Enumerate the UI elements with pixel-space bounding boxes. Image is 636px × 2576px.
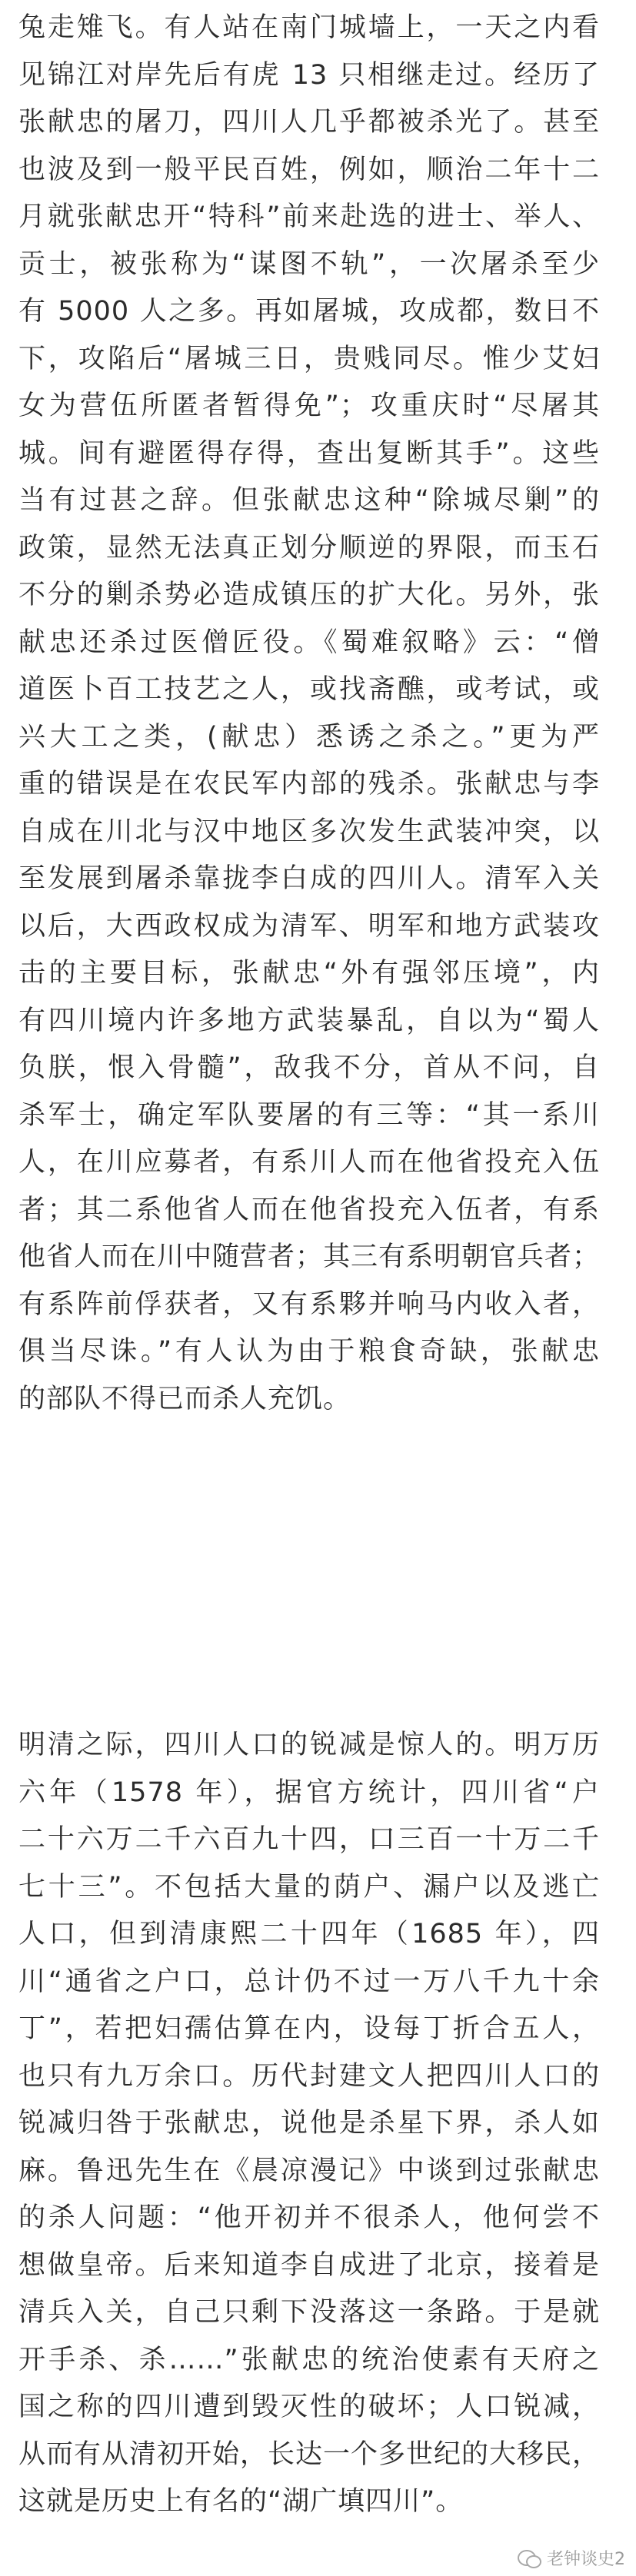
text-line: 六年（1578 年），据官方统计，四川省“户 bbox=[18, 1777, 601, 1808]
paragraph-2 bbox=[18, 1722, 600, 2526]
text-line: 月就张献忠开“特科”前来赴选的进士、举人、 bbox=[18, 201, 601, 232]
text-line: 政策，显然无法真正划分顺逆的界限，而玉石 bbox=[18, 532, 601, 563]
text-line: 他省人而在川中随营者；其三有系明朝官兵者； bbox=[18, 1241, 601, 1272]
text-line: 重的错误是在农民军内部的残杀。张献忠与李 bbox=[18, 769, 601, 799]
text-line: 锐减归咎于张献忠，说他是杀星下界，杀人如 bbox=[18, 2108, 601, 2139]
text-line: 以后，大西政权成为清军、明军和地方武装攻 bbox=[18, 910, 601, 942]
source-watermark bbox=[518, 2546, 625, 2570]
text-line: 下，攻陷后“屠城三日，贵贱同尽。惟少艾妇 bbox=[18, 343, 601, 374]
text-line: 负朕，恨入骨髓”，敌我不分，首从不问，自 bbox=[18, 1052, 601, 1083]
text-line: 贡士，被张称为“谋图不轨”，一次屠杀至少 bbox=[18, 248, 601, 280]
text-line: 女为营伍所匿者暂得免”；攻重庆时“尽屠其 bbox=[18, 391, 601, 421]
text-line: 的部队不得已而杀人充饥。 bbox=[18, 1383, 351, 1414]
text-line: 者；其二系他省人而在他省投充入伍者，有系 bbox=[18, 1194, 601, 1225]
watermark-text: 老钟谈史2 bbox=[547, 2550, 625, 2569]
text-line: 川“通省之户口，总计仍不过一万八千九十余 bbox=[18, 1966, 601, 1997]
text-line: 人口，但到清康熙二十四年（1685 年），四 bbox=[18, 1919, 601, 1949]
text-line: 麻。鲁迅先生在《晨凉漫记》中谈到过张献忠 bbox=[18, 2155, 601, 2186]
text-line: 开手杀、杀……”张献忠的统治使素有天府之 bbox=[18, 2344, 601, 2375]
text-line: 想做皇帝。后来知道李自成进了北京，接着是 bbox=[18, 2249, 601, 2281]
paragraph-1 bbox=[18, 5, 600, 1423]
text-line: 兴大工之类，(献忠）悉诱之杀之。”更为严 bbox=[18, 721, 601, 753]
text-line: 也波及到一般平民百姓，例如，顺治二年十二 bbox=[18, 154, 601, 185]
text-line: 七十三”。不包括大量的荫户、漏户以及逃亡 bbox=[18, 1871, 601, 1903]
text-line: 明清之际，四川人口的锐减是惊人的。明万历 bbox=[18, 1730, 601, 1760]
text-line: 至发展到屠杀靠拢李白成的四川人。清军入关 bbox=[18, 863, 601, 894]
text-line: 有四川境内许多地方武装暴乱，自以为“蜀人 bbox=[18, 1005, 601, 1036]
text-line: 二十六万二千六百九十四，口三百一十万二千 bbox=[18, 1824, 601, 1855]
text-line: 清兵入关，自己只剩下没落这一条路。于是就 bbox=[18, 2297, 601, 2328]
text-line: 城。间有避匿得存得，查出复断其手”。这些 bbox=[18, 437, 601, 469]
text-line: 也只有九万余口。历代封建文人把四川人口的 bbox=[18, 2060, 601, 2092]
text-line: 国之称的四川遭到毁灭性的破坏；人口锐减， bbox=[18, 2392, 601, 2422]
text-line: 人，在川应募者，有系川人而在他省投充入伍 bbox=[18, 1147, 601, 1178]
text-line: 杀军士，确定军队要屠的有三等：“其一系川 bbox=[18, 1099, 601, 1131]
text-line: 献忠还杀过医僧匠役。《蜀难叙略》云：“僧 bbox=[18, 627, 601, 658]
text-line: 击的主要目标，张献忠“外有强邻压境”，内 bbox=[18, 958, 601, 989]
text-line: 兔走雉飞。有人站在南门城墙上，一天之内看 bbox=[18, 12, 601, 43]
text-line: 当有过甚之辞。但张献忠这种“除城尽剿”的 bbox=[18, 485, 601, 516]
text-line: 见锦江对岸先后有虎 13 只相继走过。经历了 bbox=[18, 59, 601, 91]
wechat-icon bbox=[518, 2548, 541, 2568]
text-line: 丁”，若把妇孺估算在内，设每丁折合五人， bbox=[18, 2013, 601, 2044]
text-line: 俱当尽诛。”有人认为由于粮食奇缺，张献忠 bbox=[18, 1336, 601, 1367]
text-line: 自成在川北与汉中地区多次发生武装冲突，以 bbox=[18, 816, 601, 847]
text-line: 张献忠的屠刀，四川人几乎都被杀光了。甚至 bbox=[18, 107, 601, 138]
text-line: 不分的剿杀势必造成镇压的扩大化。另外，张 bbox=[18, 580, 601, 610]
text-line: 的杀人问题：“他开初并不很杀人，他何尝不 bbox=[18, 2202, 601, 2233]
text-line: 有系阵前俘获者，又有系夥并响马内收入者， bbox=[18, 1288, 601, 1320]
text-line: 有 5000 人之多。再如屠城，攻成都，数日不 bbox=[18, 296, 601, 327]
text-line: 道医卜百工技艺之人，或找斋醮，或考试，或 bbox=[18, 674, 601, 705]
text-line: 从而有从清初开始，长达一个多世纪的大移民， bbox=[18, 2438, 601, 2470]
text-line: 这就是历史上有名的“湖广填四川”。 bbox=[18, 2486, 464, 2517]
